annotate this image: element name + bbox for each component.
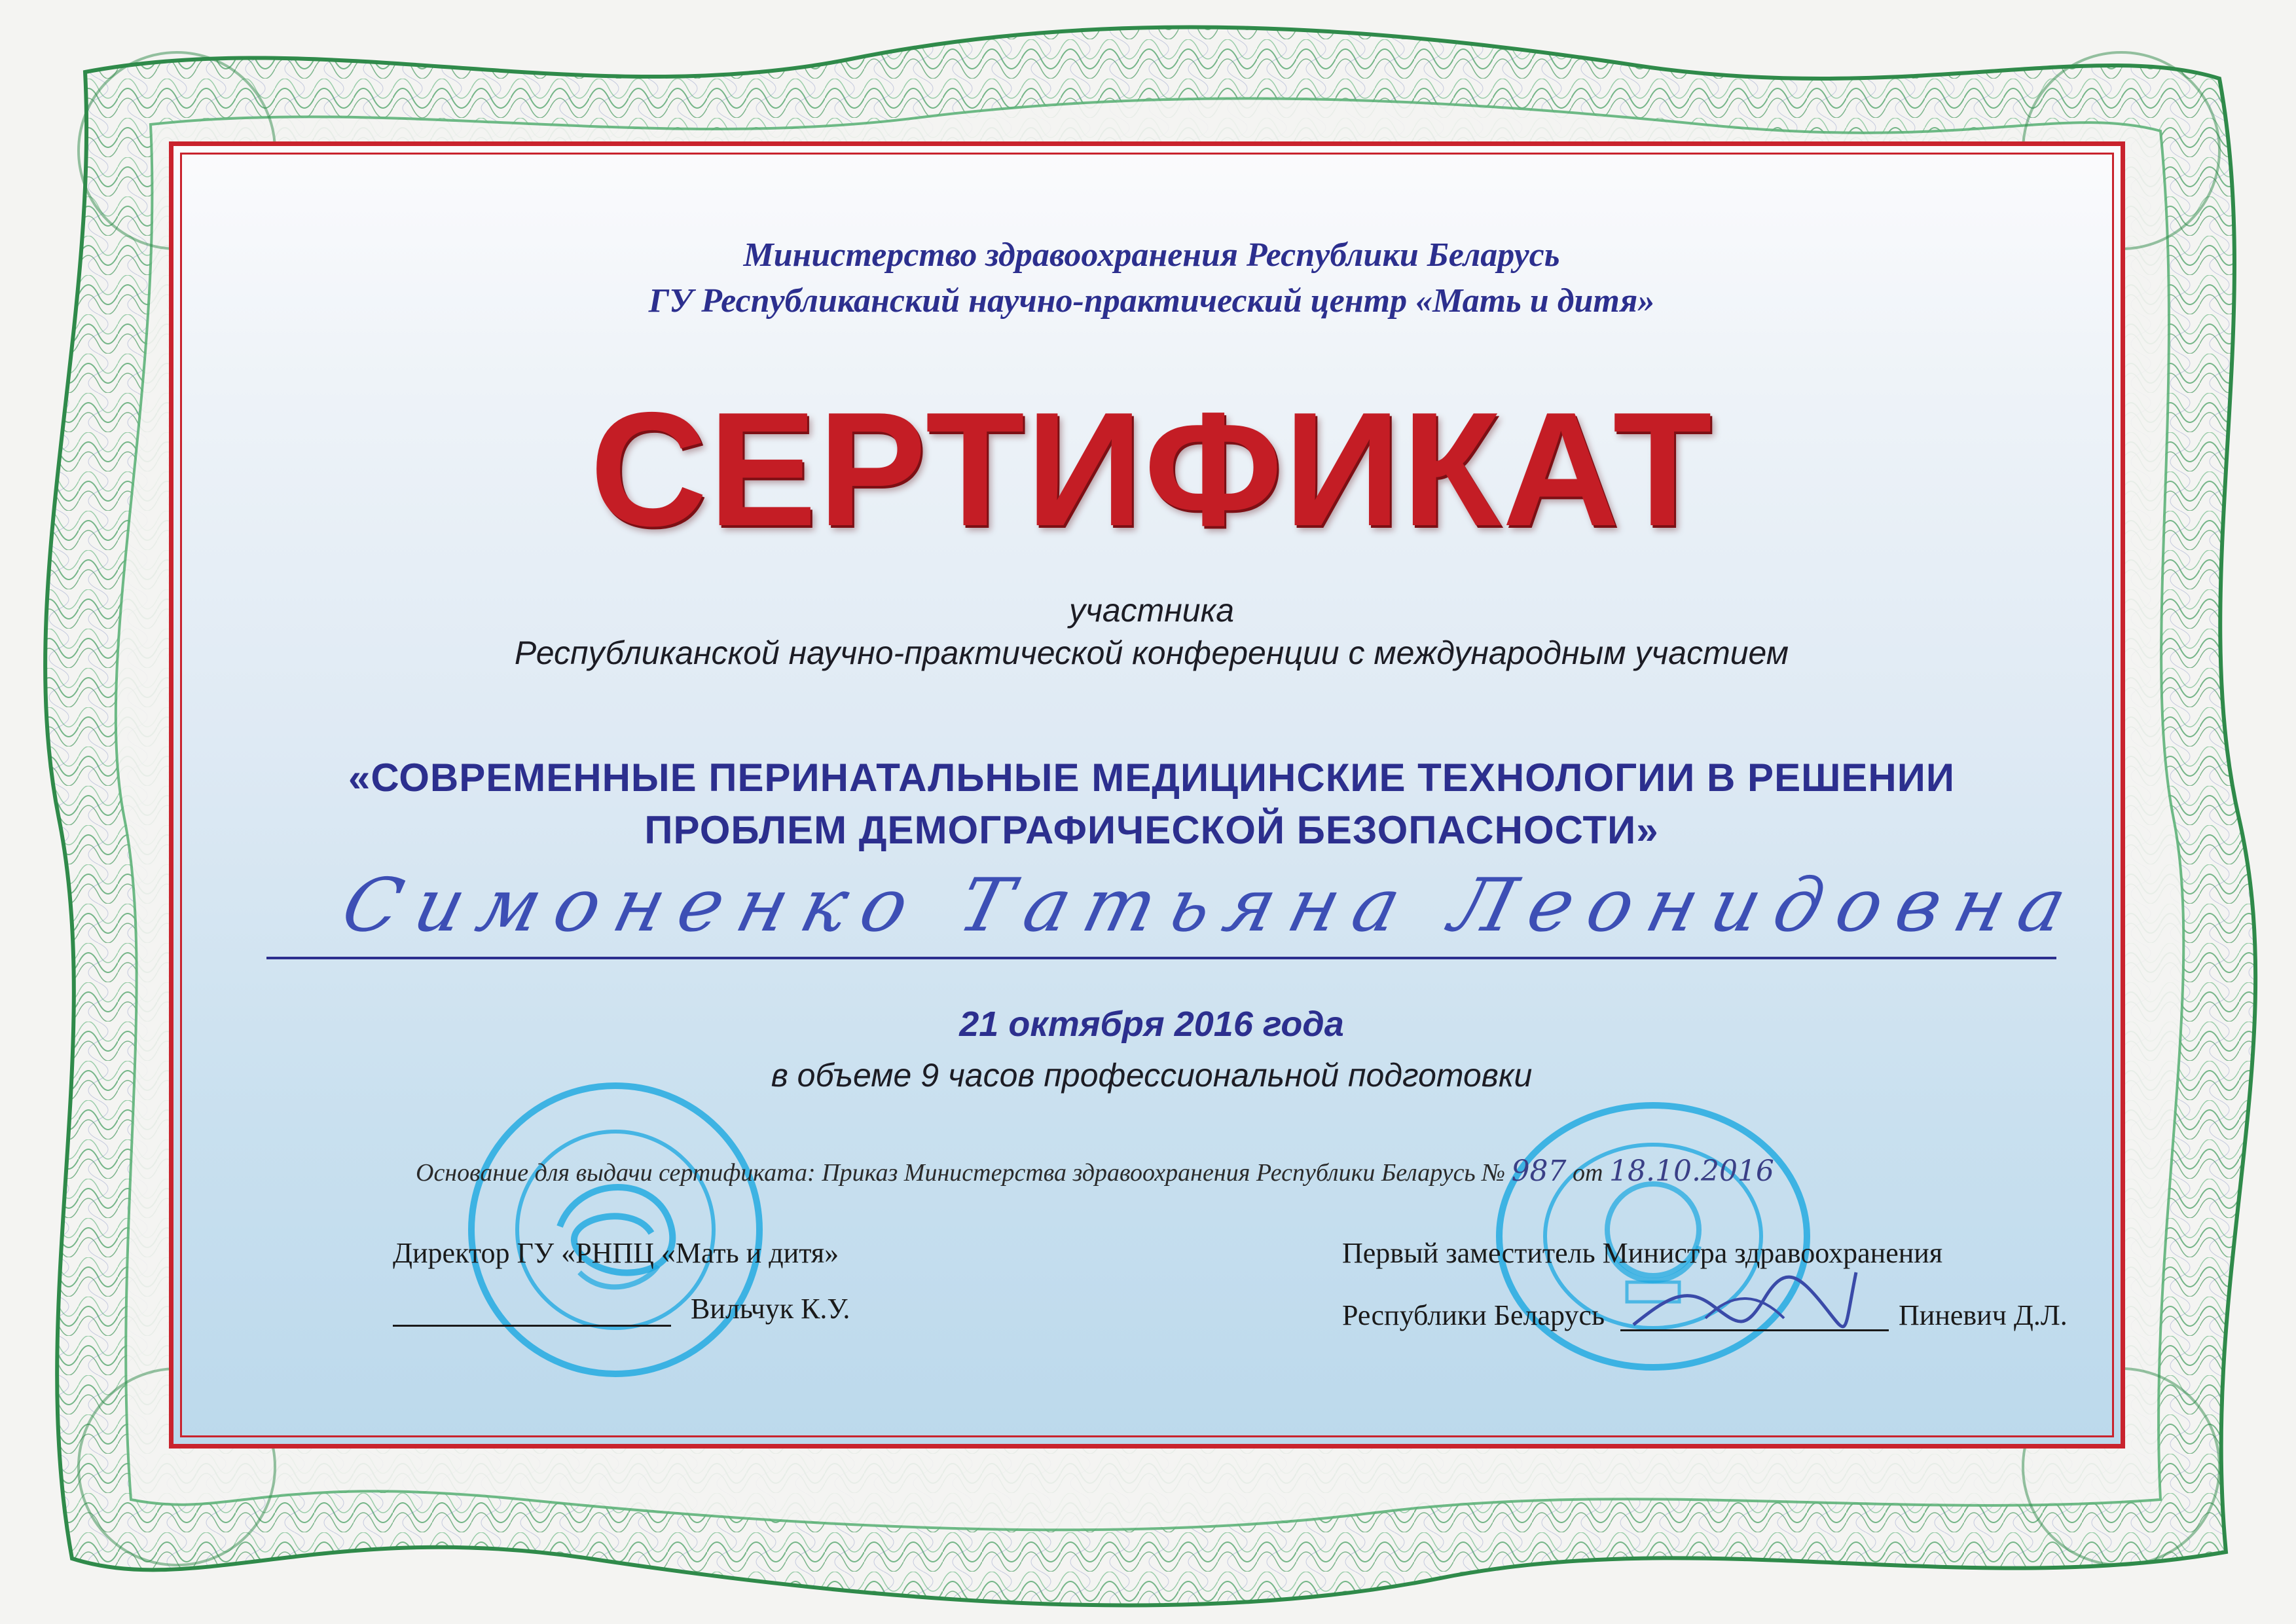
participant-label: участника <box>1068 592 1235 629</box>
right-signatory-title-1: Первый заместитель Министра здравоохранения <box>1342 1237 1943 1269</box>
conference-name-line-2: ПРОБЛЕМ ДЕМОГРАФИЧЕСКОЙ БЕЗОПАСНОСТИ» <box>644 808 1659 852</box>
certificate-title: СЕРТИФИКАТ <box>590 378 1713 560</box>
recipient-name-handwritten: Симоненко Татьяна Леонидовна <box>334 863 2090 948</box>
event-date: 21 октября 2016 года <box>959 1005 1344 1044</box>
left-signature-line <box>393 1325 671 1327</box>
left-signatory-title: Директор ГУ «РНПЦ «Мать и дитя» <box>393 1237 839 1269</box>
conference-name-line-1: «СОВРЕМЕННЫЕ ПЕРИНАТАЛЬНЫЕ МЕДИЦИНСКИЕ ТЕХНОЛОГИИ В РЕШЕНИИ <box>348 756 1955 800</box>
institution-stamp <box>462 1076 769 1384</box>
order-date: 18.10.2016 <box>1609 1154 1774 1188</box>
name-underline <box>266 957 2056 959</box>
certificate-panel <box>169 141 2125 1449</box>
center-name: ГУ Республиканский научно-практический центр «Мать и дитя» <box>648 282 1655 320</box>
ministry-name: Министерство здравоохранения Республики Беларусь <box>743 236 1560 274</box>
training-hours: в объеме 9 часов профессиональной подготовки <box>771 1057 1533 1094</box>
basis-line <box>416 1154 1922 1188</box>
order-number: 987 <box>1511 1154 1567 1188</box>
right-signatory-title-2: Республики Беларусь <box>1342 1299 1605 1331</box>
right-signatory-name: Пиневич Д.Л. <box>1899 1299 2068 1331</box>
left-signatory-name: Вильчук К.У. <box>691 1293 850 1325</box>
handwritten-signature <box>1627 1259 1863 1351</box>
conference-type: Республиканской научно-практической конференции с международным участием <box>514 635 1789 671</box>
basis-from: от <box>1573 1159 1603 1187</box>
basis-prefix: Основание для выдачи сертификата: Приказ Министерства здравоохранения Республики Беларусь № <box>416 1159 1506 1187</box>
